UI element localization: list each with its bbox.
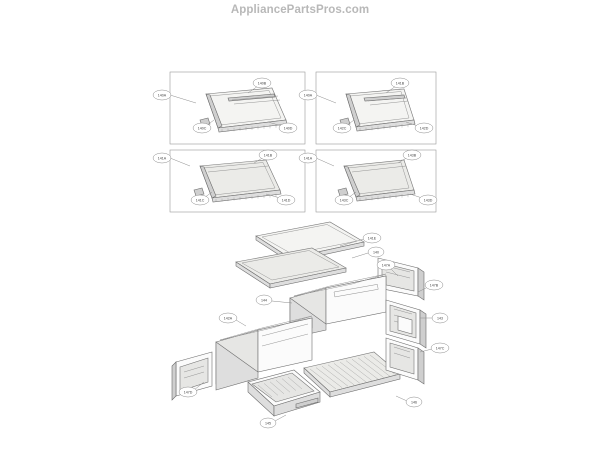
main-second-shelf (236, 248, 346, 288)
callout-label: 141E (367, 236, 377, 241)
callout-label: 141D (281, 198, 291, 203)
callout-label: 140A (303, 93, 313, 98)
callout-label: 143D (423, 198, 433, 203)
callout-label: 140C (197, 126, 207, 131)
callout-label: 140A (157, 93, 167, 98)
callout-label: 147B (429, 283, 439, 288)
callout-label: 141B (263, 153, 273, 158)
shelf-assembly-top-right (337, 89, 415, 131)
callout-label: 144 (261, 298, 267, 303)
callout-label: 142A (223, 316, 233, 321)
callout-label: 147C (435, 346, 445, 351)
shelf-assembly-top-left (197, 88, 287, 132)
callout-label: 141B (395, 81, 405, 86)
watermark-text: AppliancePartsPros.com (230, 4, 370, 16)
callout-label: 142D (419, 126, 429, 131)
callout-label: 141A (157, 156, 167, 161)
callout-label: 141A (303, 156, 313, 161)
callout-label: 143B (407, 153, 417, 158)
callout-label: 146 (411, 400, 417, 405)
callout-label: 141C (195, 198, 205, 203)
callout-label: 143 (437, 316, 443, 321)
callout-label: 142C (337, 126, 347, 131)
callout-label: 145 (265, 421, 271, 426)
callout-label: 147A (381, 263, 391, 268)
wire-rack-shelf (304, 352, 400, 397)
callout-label: 147D (183, 390, 193, 395)
callout-label: 140D (283, 126, 293, 131)
callout-label: 143C (339, 198, 349, 203)
callout-label: 140B (257, 81, 267, 86)
callout-label: 140 (373, 250, 379, 255)
shelf-assembly-bottom-right (338, 160, 415, 201)
